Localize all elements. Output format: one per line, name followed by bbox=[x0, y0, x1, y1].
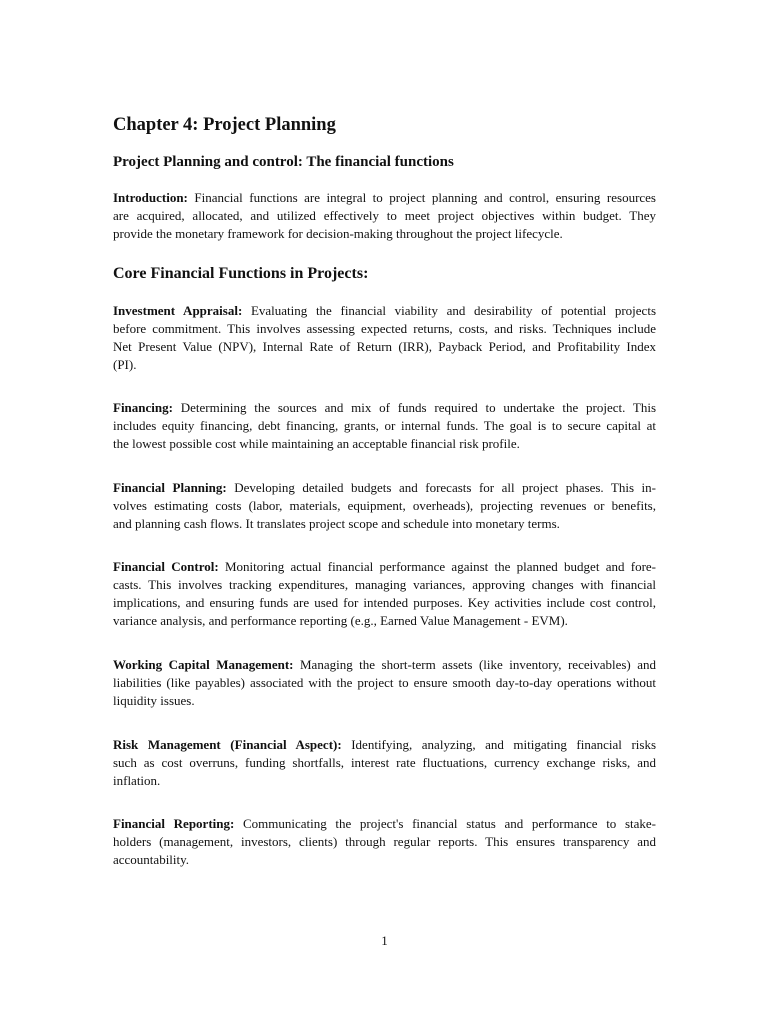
risk-management-line-1 bbox=[113, 736, 656, 754]
working-capital-line-2: liabilities (like payables) associated with the project to ensure smooth day-to-day operations without bbox=[113, 675, 656, 690]
core-functions-heading: Core Financial Functions in Projects: bbox=[113, 265, 369, 282]
financial-planning-paragraph bbox=[113, 479, 656, 533]
investment-appraisal-text: Evaluating the financial viability and desirability of potential projects bbox=[242, 303, 656, 318]
introduction-label: Introduction: bbox=[113, 190, 188, 205]
risk-management-line-3: inflation. bbox=[113, 773, 161, 788]
financial-reporting-text: Communicating the project's financial status and performance to stake- bbox=[234, 816, 656, 831]
investment-appraisal-line-3: Net Present Value (NPV), Internal Rate of Return (IRR), Payback Period, and Profitability Index bbox=[113, 339, 656, 354]
financial-reporting-line-3: accountability. bbox=[113, 852, 190, 867]
financial-reporting-label: Financial Reporting: bbox=[113, 816, 235, 831]
financial-control-line-4: variance analysis, and performance reporting (e.g., Earned Value Management - EVM). bbox=[113, 613, 568, 628]
working-capital-line-3: liquidity issues. bbox=[113, 693, 195, 708]
chapter-title: Chapter 4: Project Planning bbox=[113, 115, 336, 135]
introduction-text: Financial functions are integral to project planning and control, ensuring resources bbox=[187, 190, 656, 205]
financing-line-1 bbox=[113, 399, 656, 417]
risk-management-paragraph bbox=[113, 736, 656, 790]
financial-control-line-2: casts. This involves tracking expenditures, managing variances, approving changes with financial bbox=[113, 577, 656, 592]
financial-planning-text: Developing detailed budgets and forecasts for all project phases. This in- bbox=[226, 480, 656, 495]
financing-text: Determining the sources and mix of funds required to undertake the project. This bbox=[172, 400, 656, 415]
investment-appraisal-line-4: (PI). bbox=[113, 357, 137, 372]
working-capital-text: Managing the short-term assets (like inventory, receivables) and bbox=[293, 657, 656, 672]
risk-management-label: Risk Management (Financial Aspect): bbox=[113, 737, 342, 752]
financial-planning-line-3: and planning cash flows. It translates project scope and schedule into monetary terms. bbox=[113, 516, 560, 531]
financing-paragraph bbox=[113, 399, 656, 453]
financial-planning-label: Financial Planning: bbox=[113, 480, 227, 495]
page-number: 1 bbox=[381, 933, 388, 948]
investment-appraisal-label: Investment Appraisal: bbox=[113, 303, 243, 318]
financial-control-line-1 bbox=[113, 558, 656, 576]
introduction-line-1 bbox=[113, 189, 656, 207]
financial-control-label: Financial Control: bbox=[113, 559, 219, 574]
financing-line-3: the lowest possible cost while maintaining an acceptable financial risk profile. bbox=[113, 436, 520, 451]
financial-control-text: Monitoring actual financial performance against the planned budget and fore- bbox=[218, 559, 656, 574]
investment-appraisal-paragraph bbox=[113, 302, 656, 374]
risk-management-line-2: such as cost overruns, funding shortfalls, interest rate fluctuations, currency exchange risks, and bbox=[113, 755, 656, 770]
financial-reporting-line-1 bbox=[113, 815, 656, 833]
financing-label: Financing: bbox=[113, 400, 173, 415]
introduction-line-3: provide the monetary framework for decision-making throughout the project lifecycle. bbox=[113, 226, 563, 241]
introduction-line-2: are acquired, allocated, and utilized effectively to meet project objectives within budget. They bbox=[113, 208, 656, 223]
section-title: Project Planning and control: The financial functions bbox=[113, 154, 454, 170]
financial-control-line-3: implications, and ensuring funds are used for intended purposes. Key activities include cost control, bbox=[113, 595, 656, 610]
investment-appraisal-line-2: before commitment. This involves assessing expected returns, costs, and risks. Techniques include bbox=[113, 321, 656, 336]
financial-reporting-paragraph bbox=[113, 815, 656, 869]
financial-reporting-line-2: holders (management, investors, clients) through regular reports. This ensures transparency and bbox=[113, 834, 656, 849]
risk-management-text: Identifying, analyzing, and mitigating financial risks bbox=[341, 737, 656, 752]
financing-line-2: includes equity financing, debt financing, grants, or internal funds. The goal is to secure capital at bbox=[113, 418, 656, 433]
introduction-paragraph bbox=[113, 189, 656, 243]
working-capital-line-1 bbox=[113, 656, 656, 674]
investment-appraisal-line-1 bbox=[113, 302, 656, 320]
financial-planning-line-2: volves estimating costs (labor, materials, equipment, overheads), projecting revenues or benefits, bbox=[113, 498, 656, 513]
financial-planning-line-1 bbox=[113, 479, 656, 497]
working-capital-paragraph bbox=[113, 656, 656, 710]
financial-control-paragraph bbox=[113, 558, 656, 630]
working-capital-label: Working Capital Management: bbox=[113, 657, 294, 672]
